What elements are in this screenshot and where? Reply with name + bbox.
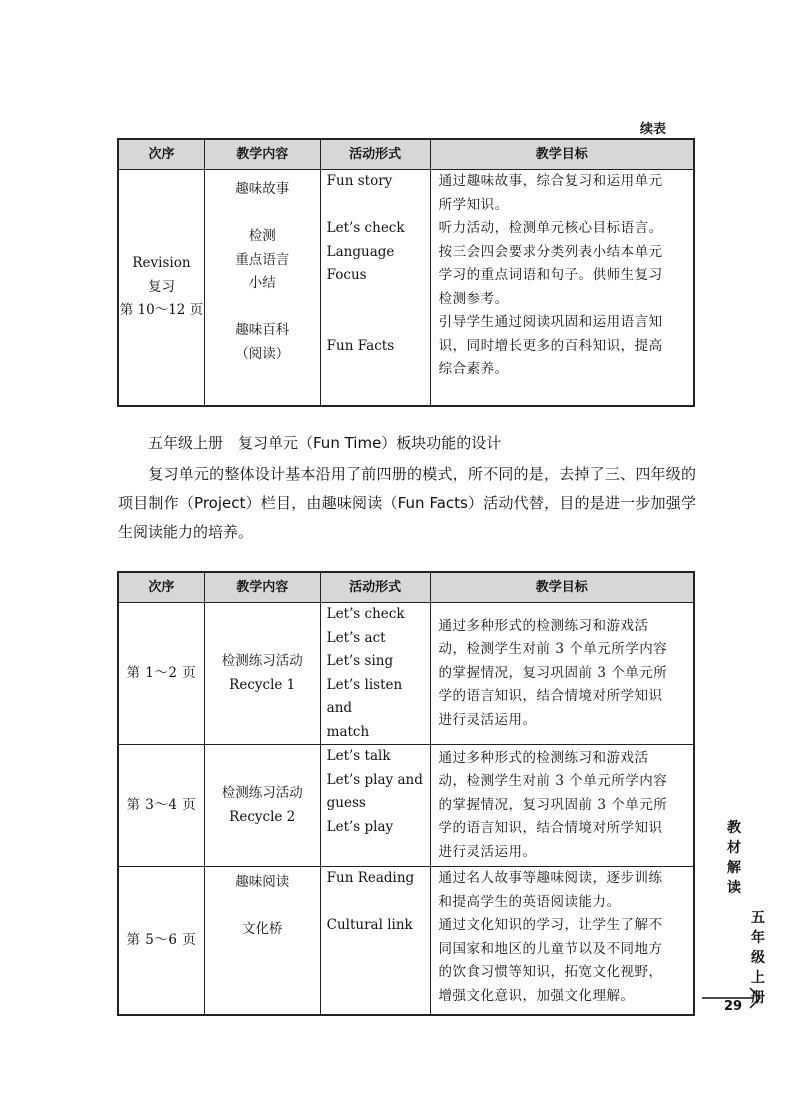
content-line: 检测 — [248, 228, 276, 244]
activity-line: Let’s play and — [326, 771, 423, 788]
content-line: 趣味故事 — [235, 181, 290, 197]
goal-line: 通过文化知识的学习，让学生了解不 — [438, 917, 663, 933]
activity-line — [327, 288, 424, 312]
content-line: 小结 — [248, 275, 276, 291]
seq-cell: 第 1～2 页 — [119, 603, 205, 745]
goal-line: 和提高学生的英语阅读能力。 — [438, 893, 621, 910]
content-line: 文化桥 — [241, 921, 283, 937]
header-goal: 教学目标 — [430, 573, 693, 603]
page-number: 29 — [724, 999, 743, 1014]
goal-cell — [430, 170, 693, 406]
table-row — [119, 867, 694, 1015]
activity-line: guess — [326, 795, 366, 811]
header-content: 教学内容 — [204, 140, 320, 170]
table-row — [119, 170, 694, 406]
activity-line: Let’s act — [326, 629, 386, 646]
goal-line: 动，检测学生对前 3 个单元所学内容 — [438, 641, 668, 658]
seq-cell — [119, 170, 205, 406]
goal-line: 所学知识。 — [438, 196, 509, 213]
content-cell — [204, 603, 320, 745]
content-line — [205, 202, 320, 226]
content-line — [205, 296, 320, 320]
activity-line: Language Focus — [326, 243, 395, 283]
goal-cell — [430, 745, 693, 867]
goal-line: 检测参考。 — [438, 290, 509, 307]
content-line: 趣味阅读 — [235, 874, 290, 890]
content-line: 检测练习活动 — [221, 653, 303, 669]
goal-line: 学的语言知识，结合情境对所学知识 — [438, 688, 663, 705]
activity-line: Fun Facts — [326, 337, 395, 354]
goal-line: 引导学生通过阅读巩固和运用语言知 — [438, 314, 663, 330]
activity-line: Let’s talk — [326, 748, 391, 764]
activity-line: Let’s check — [326, 606, 405, 622]
activity-cell — [320, 170, 430, 406]
goal-line: 通过多种形式的检测练习和游戏活 — [438, 617, 649, 634]
activity-line — [327, 891, 424, 915]
body-paragraph — [118, 460, 696, 547]
seq-line: 第 10～12 页 — [119, 302, 204, 319]
goal-line: 的掌握情况，复习巩固前 3 个单元所 — [438, 796, 668, 813]
side-label-book: 教材解读 — [727, 820, 741, 896]
activity-line: Let’s sing — [326, 653, 394, 669]
table-2 — [118, 572, 694, 1015]
content-line: 重点语言 — [235, 251, 290, 268]
section-title: 五年级上册 复习单元（Fun Time）板块功能的设计 — [148, 434, 502, 452]
content-line: 趣味百科 — [235, 322, 290, 338]
content-line: Recycle 1 — [229, 676, 296, 693]
goal-line: 的掌握情况，复习巩固前 3 个单元所 — [438, 664, 668, 681]
goal-line: 通过名人故事等趣味阅读，逐步训练 — [438, 870, 663, 886]
header-activity: 活动形式 — [320, 573, 430, 603]
header-goal: 教学目标 — [430, 140, 693, 170]
activity-line — [327, 311, 424, 335]
header-activity: 活动形式 — [320, 140, 430, 170]
goal-cell — [430, 603, 693, 745]
table-row — [119, 745, 694, 867]
seq-cell: 第 5～6 页 — [119, 867, 205, 1015]
activity-line: Let’s listen and — [326, 676, 403, 716]
goal-line: 进行灵活运用。 — [438, 711, 537, 728]
goal-line: 识，同时增长更多的百科知识，提高 — [438, 337, 663, 354]
paragraph-text: 复习单元的整体设计基本沿用了前四册的模式，所不同的是，去掉了三、四年级的项目制作（Project）栏目，由趣味阅读（Fun Facts）活动代替，目的是进一步加强学生阅读能力的培养。 — [118, 465, 696, 541]
table-row — [119, 603, 694, 745]
activity-cell — [320, 867, 430, 1015]
goal-line: 通过趣味故事，综合复习和运用单元 — [438, 173, 663, 189]
content-cell — [204, 867, 320, 1015]
goal-line: 的饮食习惯等知识，拓宽文化视野， — [438, 964, 663, 980]
activity-line: Fun story — [326, 173, 393, 189]
goal-line: 通过多种形式的检测练习和游戏活 — [438, 749, 649, 766]
activity-line: match — [326, 723, 370, 740]
table-header-row — [119, 140, 694, 170]
goal-line: 听力活动，检测单元核心目标语言。 — [438, 220, 663, 236]
header-content: 教学内容 — [204, 573, 320, 603]
goal-line: 学的语言知识，结合情境对所学知识 — [438, 820, 663, 837]
continued-label: 续表 — [640, 122, 667, 137]
goal-line: 进行灵活运用。 — [438, 843, 537, 860]
content-line — [205, 895, 320, 919]
goal-line: 综合素养。 — [438, 361, 509, 377]
content-line: （阅读） — [235, 345, 290, 362]
goal-line: 同国家和地区的儿童节以及不同地方 — [438, 940, 663, 957]
header-seq: 次序 — [119, 140, 205, 170]
activity-line: Fun Reading — [326, 870, 415, 886]
content-line: Recycle 2 — [229, 808, 296, 825]
goal-line: 学习的重点词语和句子。供师生复习 — [438, 267, 663, 283]
seq-line: Revision — [132, 255, 191, 272]
side-label-grade: 五年级上册 — [751, 910, 765, 1006]
activity-cell — [320, 603, 430, 745]
activity-cell — [320, 745, 430, 867]
content-line: 检测练习活动 — [221, 785, 303, 801]
goal-line: 按三会四会要求分类列表小结本单元 — [438, 243, 663, 260]
goal-cell — [430, 867, 693, 1015]
table-header-row — [119, 573, 694, 603]
table-1 — [118, 139, 694, 406]
activity-line: Let’s play — [326, 818, 394, 835]
activity-line: Cultural link — [326, 917, 413, 933]
activity-line: Let’s check — [326, 220, 405, 236]
header-seq: 次序 — [119, 573, 205, 603]
goal-line: 动，检测学生对前 3 个单元所学内容 — [438, 773, 668, 790]
goal-line: 增强文化意识，加强文化理解。 — [438, 987, 635, 1004]
seq-line: 复习 — [147, 278, 175, 295]
seq-cell: 第 3～4 页 — [119, 745, 205, 867]
activity-line — [327, 358, 424, 382]
content-cell — [204, 745, 320, 867]
content-cell — [204, 170, 320, 406]
activity-line — [327, 194, 424, 218]
